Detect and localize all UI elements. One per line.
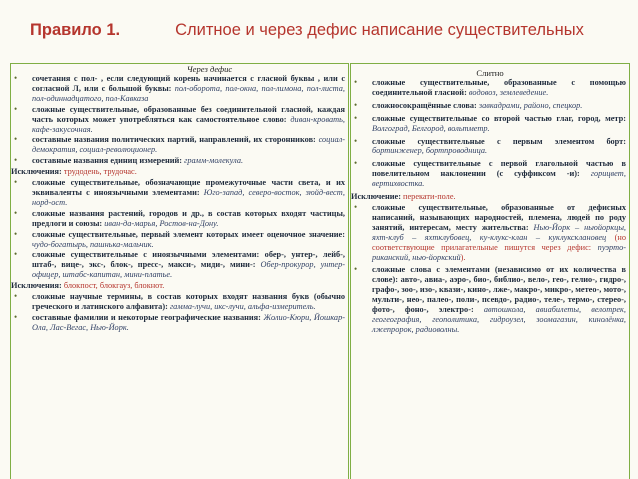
rule-example: грамм-молекула. (184, 156, 244, 166)
list-item (351, 137, 626, 157)
rule-example: Обер-прокурор, унтер-офицер, штабс-капитан, мини-платье. (32, 260, 346, 280)
exception-note (11, 281, 348, 291)
rule-text: сложносокращённые слова: (372, 100, 477, 110)
rule-example: водовоз, землеведение. (468, 87, 549, 97)
exception-label: Исключения: (11, 281, 62, 291)
rule-example: чудо-богатырь, пашнька-мальчик. (32, 239, 154, 249)
rule-example: Жолио-Кюри, Йошкар-Ола, Лас-Вегас, Нью-Йорк. (32, 312, 345, 332)
rule-note: (но соответствующие прилагательные пишутся через дефис: (372, 232, 626, 252)
rule-text: сложные названия растений, городов и др., в состав которых входят частицы, предлоги и союзы: (32, 208, 345, 228)
rule-example: автошкола, авиабилеты, велотрек, геогеография, геополитика, гидроузел, зоомагазин, кинолёнка, лжепророк, радиоволны. (372, 305, 626, 334)
list-item (11, 313, 345, 333)
rule-example: Юго-запад, северо-восток, зюйд-вест, норд-ост. (32, 187, 345, 207)
list-item (11, 230, 345, 250)
list-item (11, 74, 345, 104)
solid-column-heading: Слитно (476, 68, 504, 78)
list-item (11, 135, 345, 155)
rule-text: сложные слова с элементами (независимо от их количества в слове): авто-, авиа-, аэро-, био-, библио-, вело-, гео-, гелио-, гидро-, графо-, зоо-, изо-, квази-, кино-, лже-, макро-, микро-, метео-, мото-, мульти-, нео-, палео-, поли-, псевдо-, радио-, теле-, термо-, стерео-, фото-, фоно-, электро-: (372, 265, 626, 315)
rule-note-end: ). (460, 252, 466, 262)
hyphen-rules-list (11, 74, 348, 166)
rule-text: сложные существительные с первым элементом борт: (372, 136, 626, 146)
rule-text: сложные существительные с первой глагольной частью в повелительном наклонении (с суффиксом -и): (372, 159, 626, 179)
rule-text: сложные существительные, образованные с помощью соединительной гласной: (372, 78, 626, 97)
list-item (11, 105, 345, 135)
rule-example: бортинженер, бортпроводница. (372, 146, 488, 156)
hyphen-column-heading: Через дефис (186, 64, 233, 74)
exception-value: блокпост, блокгауз, блокнот. (63, 281, 165, 291)
rule-example: Нью-Йорк – ньюйоркцы, яхт-клуб – яхтклубовец, ку-клукс-клан – куклуксклановец (372, 222, 627, 242)
list-item (351, 159, 626, 189)
rule-text: сочетания с пол- , если следующий корень начинается с гласной буквы , или с согласной Л, или с большой буквы: (32, 74, 345, 93)
exception-note (351, 192, 629, 202)
rule-example: гамма-лучи, икс-лучи, альфа-измеритель. (169, 301, 316, 311)
rule-example: диван-кровать, кафе-закусочная. (32, 114, 345, 134)
list-item (351, 203, 626, 262)
rule-number: Правило 1. (30, 21, 121, 39)
rule-text: сложные существительные с иноязычными элементами: обер-, унтер-, лейб-, штаб-, вице-, экс-, блок-, пресс-, макси-, миди-, мини-: (32, 250, 345, 270)
rule-example: Волгоград, Белгород, вольтметр. (372, 123, 490, 133)
list-item (351, 101, 626, 111)
rule-text: составные названия единиц измерений: (32, 156, 183, 166)
exception-label: Исключение: (351, 192, 401, 202)
rule-text: сложные существительные, образованные без соединительной гласной, каждая часть которых может употребляться как самостоятельное слово: (32, 104, 345, 124)
rule-example: социал-демократия, социал-революционер. (32, 135, 346, 155)
solid-column (350, 63, 630, 479)
list-item (351, 265, 626, 334)
rule-example: горицвет, вертихвостка. (372, 169, 626, 189)
rule-note-example: пуэрто-риканский, нью-йоркский (372, 242, 626, 262)
rule-text: сложные существительные, первый элемент которых имеет оценочное значение: (32, 229, 345, 239)
list-item (351, 114, 626, 134)
hyphen-column (10, 63, 349, 479)
list-item (11, 292, 345, 312)
list-item (351, 78, 626, 98)
list-item (11, 156, 345, 166)
exception-note (11, 167, 348, 177)
hyphen-rules-list-3 (11, 292, 348, 333)
rule-text: сложные научные термины, в состав которых входят названия букв (обычно греческого и латинского алфавита): (32, 292, 345, 311)
exception-label: Исключения: (11, 167, 62, 177)
list-item (11, 178, 345, 208)
solid-rules-list (351, 78, 629, 189)
list-item (11, 209, 345, 229)
rule-text: составные фамилии и некоторые географические названия: (32, 312, 261, 322)
rule-text: сложные существительные, образованные от дефисных написаний, называющих народностей, племена, людей по роду занятий, интересам, месту жительства: (372, 202, 626, 232)
rule-example: иван-да-марья, Ростов-на-Дону. (104, 218, 219, 228)
page-title (30, 20, 590, 40)
rule-example: пол-оборота, пол-окна, пол-лимона, пол-листа, пол-одиннадцатого, пол-Кавказа (32, 83, 345, 103)
exception-value: трудодень, трудочас. (63, 167, 137, 177)
rule-title: Слитное и через дефис написание существительных (175, 21, 584, 39)
rule-text: составные названия политических партий, направлений, их сторонников: (32, 135, 316, 145)
list-item (11, 250, 345, 280)
solid-rules-list-2 (351, 203, 629, 335)
exception-value: перекати-поле. (403, 192, 456, 202)
rule-text: сложные существительные, обозначающие промежуточные части света, и их эквиваленты с иноязычными элементами: (32, 178, 345, 197)
rule-example: завкадрами, районо, спецкор. (478, 100, 583, 110)
hyphen-rules-list-2 (11, 178, 348, 280)
rule-text: сложные существительные со второй частью глаг, город, метр: (372, 113, 626, 123)
